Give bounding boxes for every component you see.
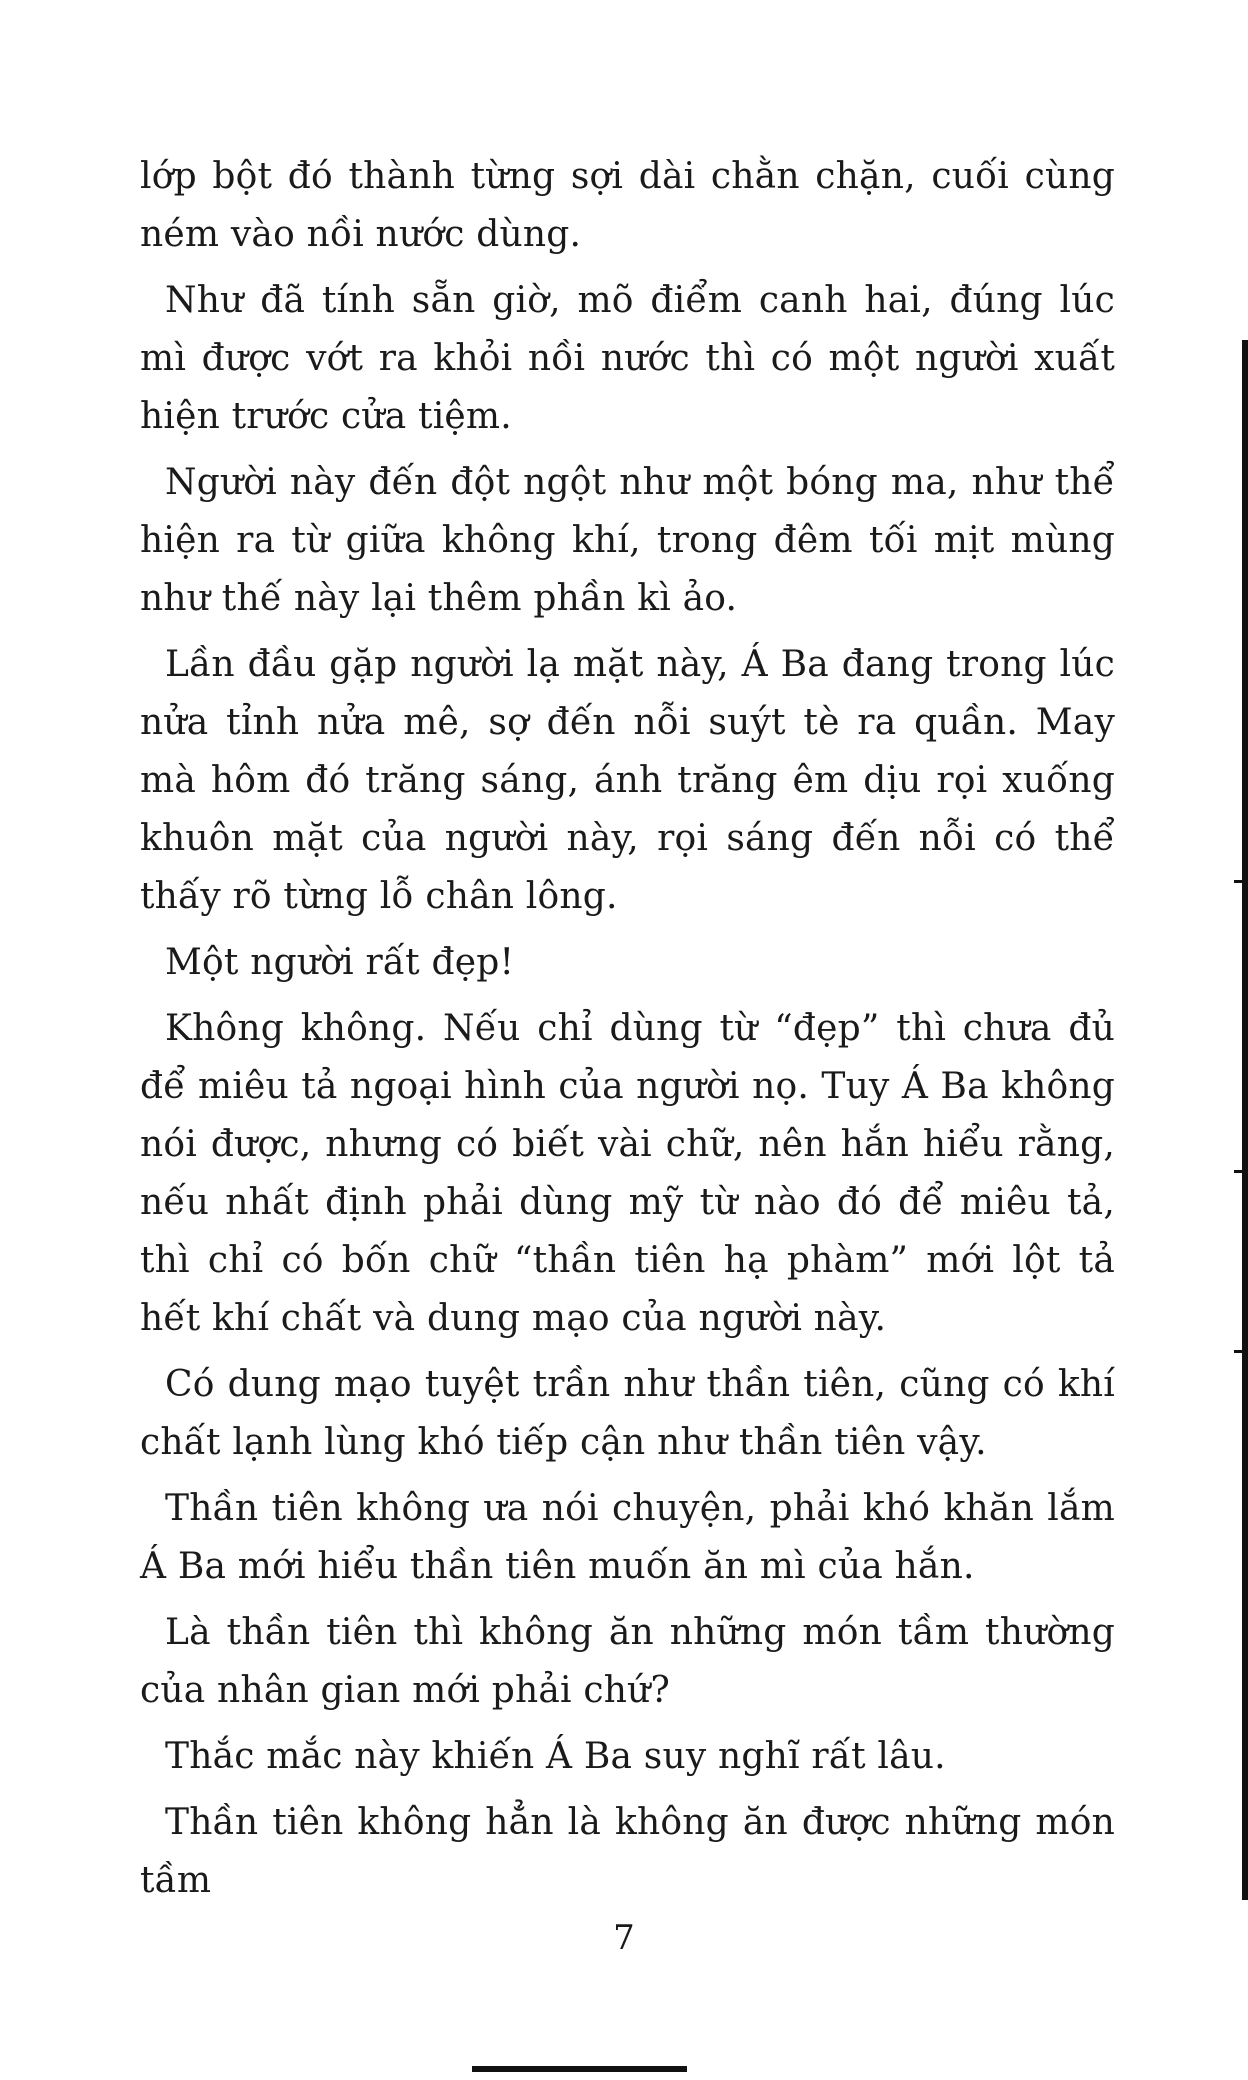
paragraph-1: lớp bột đó thành từng sợi dài chằn chặn, cuối cùng ném vào nồi nước dùng.	[140, 156, 1115, 255]
paragraph-10: Thắc mắc này khiến Á Ba suy nghĩ rất lâu.	[165, 1736, 946, 1777]
paragraph-9: Là thần tiên thì không ăn những món tầm thường của nhân gian mới phải chứ?	[140, 1612, 1115, 1711]
paragraph-7: Có dung mạo tuyệt trần như thần tiên, cũng có khí chất lạnh lùng khó tiếp cận như thần tiên vậy.	[140, 1364, 1115, 1463]
page-edge-mark	[1234, 880, 1242, 883]
page-edge-mark	[1234, 1170, 1242, 1173]
paragraph-8: Thần tiên không ưa nói chuyện, phải khó khăn lắm Á Ba mới hiểu thần tiên muốn ăn mì của hắn.	[140, 1488, 1115, 1587]
paragraph-6: Không không. Nếu chỉ dùng từ “đẹp” thì chưa đủ để miêu tả ngoại hình của người nọ. Tuy Á Ba không nói được, nhưng có biết vài chữ, nên hắn hiểu rằng, nếu nhất định phải dùng mỹ từ nào đó để miêu tả, thì chỉ có bốn chữ “thần tiên hạ phàm” mới lột tả hết khí chất và dung mạo của người này.	[140, 1008, 1115, 1339]
body-text	[140, 148, 1115, 1918]
paragraph-5: Một người rất đẹp!	[165, 942, 515, 983]
paragraph-3: Người này đến đột ngột như một bóng ma, như thể hiện ra từ giữa không khí, trong đêm tối mịt mùng như thế này lại thêm phần kì ảo.	[140, 462, 1115, 619]
page-edge-mark	[1234, 1350, 1242, 1353]
bottom-edge-rule	[472, 2066, 687, 2072]
paragraph-2: Như đã tính sẵn giờ, mõ điểm canh hai, đúng lúc mì được vớt ra khỏi nồi nước thì có một người xuất hiện trước cửa tiệm.	[140, 280, 1115, 437]
paragraph-4: Lần đầu gặp người lạ mặt này, Á Ba đang trong lúc nửa tỉnh nửa mê, sợ đến nỗi suýt tè ra quần. May mà hôm đó trăng sáng, ánh trăng êm dịu rọi xuống khuôn mặt của người này, rọi sáng đến nỗi có thể thấy rõ từng lỗ chân lông.	[140, 644, 1115, 917]
page-number: 7	[613, 1918, 635, 1958]
right-page-edge	[1242, 340, 1248, 1900]
paragraph-11: Thần tiên không hẳn là không ăn được những món tầm	[140, 1802, 1115, 1901]
